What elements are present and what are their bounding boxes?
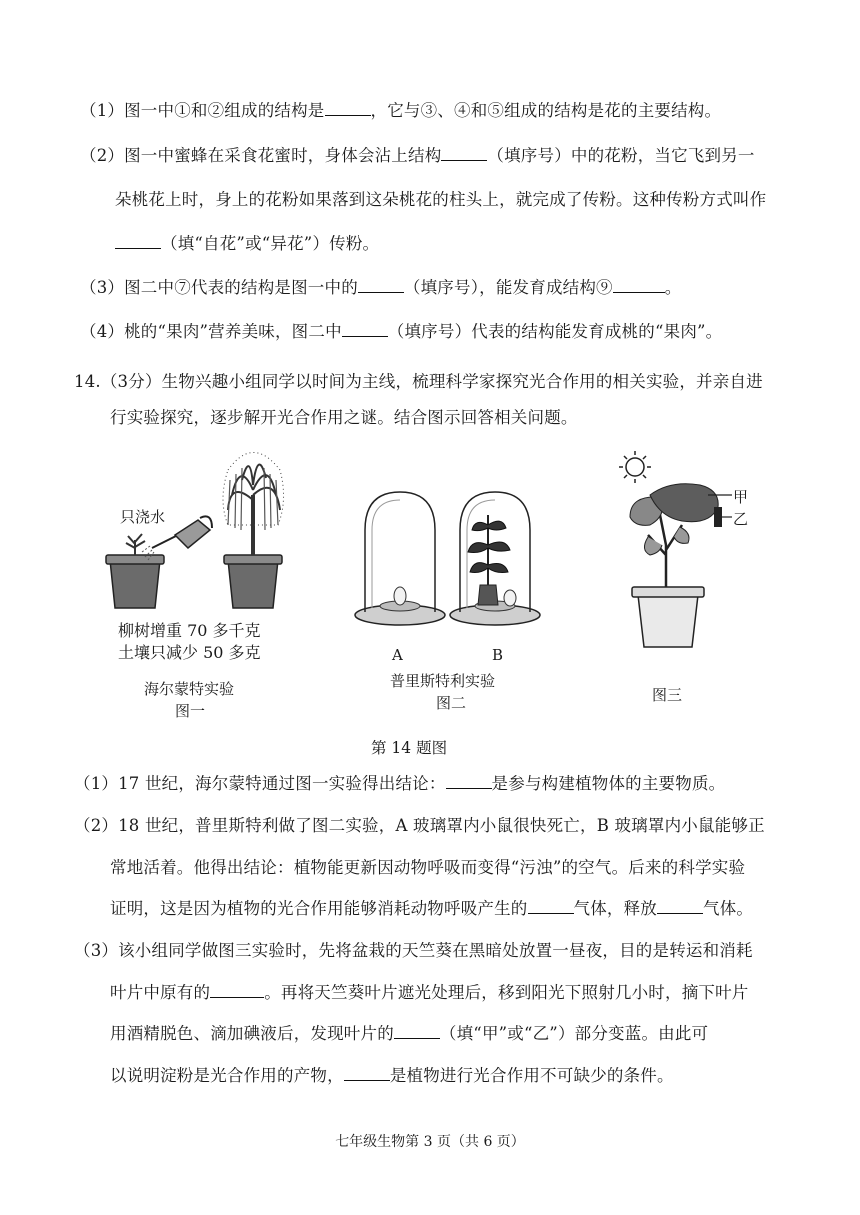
fig1-caption: 海尔蒙特实验	[144, 680, 235, 698]
q14-sub3-line2	[110, 982, 749, 1004]
q13-part4-text-a: （4）桃的“果肉”营养美味，图二中	[80, 322, 342, 341]
fig3-label-yi: 乙	[733, 510, 749, 528]
fig2-label-b: B	[492, 646, 504, 664]
answer-blank[interactable]	[394, 1024, 440, 1039]
q13-part2-text-c: 朵桃花上时，身上的花粉如果落到这朵桃花的柱头上，就完成了传粉。这种传粉方式叫作	[115, 190, 767, 209]
q13-part2-text-d: （填“自花”或“异花”）传粉。	[161, 234, 380, 253]
fig1-note-1: 柳树增重 70 多千克	[118, 621, 261, 640]
q14-sub2-line3	[110, 898, 753, 920]
figure-2-illustration	[350, 490, 540, 630]
q13-part3	[80, 277, 681, 299]
q14-sub3-line1	[74, 940, 753, 962]
answer-blank[interactable]	[613, 278, 665, 293]
q13-part2-line1	[80, 145, 755, 167]
q14-sub1-text-a: （1）17 世纪，海尔蒙特通过图一实验得出结论：	[74, 774, 446, 793]
answer-blank[interactable]	[528, 899, 574, 914]
q14-sub2-line1	[74, 815, 765, 837]
page-footer: 七年级生物第 3 页（共 6 页）	[335, 1134, 525, 1150]
q14-intro-line2	[110, 407, 578, 429]
answer-blank[interactable]	[342, 322, 388, 337]
answer-blank[interactable]	[441, 146, 487, 161]
q14-sub3-text-a: （3）该小组同学做图三实验时，先将盆栽的天竺葵在黑暗处放置一昼夜，目的是转运和消耗	[74, 941, 753, 960]
fig3-caption: 图三	[652, 686, 683, 704]
answer-blank[interactable]	[115, 234, 161, 249]
fig2-label-a: A	[392, 646, 403, 664]
fig1-water-label: 只浇水	[120, 508, 166, 526]
q14-sub3-text-c2: （填“甲”或“乙”）部分变蓝。由此可	[439, 1024, 709, 1043]
figure-3-illustration	[590, 455, 750, 655]
q13-part3-text-c: 。	[664, 278, 682, 297]
q13-part4-text-b: （填序号）代表的结构能发育成桃的“果肉”。	[387, 322, 723, 341]
q14-sub2-text-a: （2）18 世纪，普里斯特利做了图二实验，A 玻璃罩内小鼠很快死亡，B 玻璃罩内小鼠能够正	[74, 816, 765, 835]
answer-blank[interactable]	[446, 774, 492, 789]
q13-part1-text-a: （1）图一中①和②组成的结构是	[80, 101, 325, 120]
q14-sub2-line2	[110, 857, 745, 879]
fig3-label-jia: 甲	[733, 488, 749, 506]
q13-part2-line2	[115, 189, 766, 211]
q14-intro-line1	[74, 371, 763, 393]
answer-blank[interactable]	[344, 1066, 390, 1081]
q14-intro-text-1: 14.（3分）生物兴趣小组同学以时间为主线，梳理科学家探究光合作用的相关实验，并亲自进	[74, 372, 763, 391]
q13-part1-text-b: ，它与③、④和⑤组成的结构是花的主要结构。	[370, 101, 722, 120]
q14-sub3-text-c1: 用酒精脱色、滴加碘液后，发现叶片的	[110, 1024, 394, 1043]
q13-part4	[80, 321, 722, 343]
q14-sub3-text-d2: 是植物进行光合作用不可缺少的条件。	[389, 1066, 674, 1085]
q14-sub2-text-c2: 气体，释放	[573, 899, 657, 918]
q13-part2-text-a: （2）图一中蜜蜂在采食花蜜时，身体会沾上结构	[80, 146, 442, 165]
q14-sub2-text-b: 常地活着。他得出结论：植物能更新因动物呼吸而变得“污浊”的空气。后来的科学实验	[110, 858, 746, 877]
q13-part2-line3	[115, 233, 379, 255]
q13-part3-text-a: （3）图二中⑦代表的结构是图一中的	[80, 278, 358, 297]
q14-sub3-text-d1: 以说明淀粉是光合作用的产物，	[110, 1066, 344, 1085]
q13-part2-text-b: （填序号）中的花粉，当它飞到另一	[487, 146, 755, 165]
q14-sub1	[74, 773, 725, 795]
q14-sub2-text-c1: 证明，这是因为植物的光合作用能够消耗动物呼吸产生的	[110, 899, 528, 918]
q14-sub3-text-b1: 叶片中原有的	[110, 983, 211, 1002]
fig2-number: 图二	[436, 694, 467, 712]
figure-title: 第 14 题图	[371, 739, 448, 757]
q14-sub3-line4	[110, 1065, 674, 1087]
answer-blank[interactable]	[325, 101, 371, 116]
answer-blank[interactable]	[657, 899, 703, 914]
q14-sub1-text-b: 是参与构建植物体的主要物质。	[491, 774, 726, 793]
q14-intro-text-2: 行实验探究，逐步解开光合作用之谜。结合图示回答相关问题。	[110, 408, 578, 427]
q14-sub3-line3	[110, 1023, 708, 1045]
figure-1-illustration	[100, 440, 300, 615]
answer-blank[interactable]	[358, 278, 404, 293]
fig1-number: 图一	[175, 702, 206, 720]
fig1-note-2: 土壤只减少 50 多克	[118, 643, 261, 662]
answer-blank[interactable]	[210, 983, 264, 998]
fig2-caption: 普里斯特利实验	[390, 672, 496, 690]
q13-part3-text-b: （填序号），能发育成结构⑨	[403, 278, 613, 297]
q13-part1	[80, 100, 721, 122]
q14-sub2-text-c3: 气体。	[703, 899, 754, 918]
q14-sub3-text-b2: 。再将天竺葵叶片遮光处理后，移到阳光下照射几小时，摘下叶片	[264, 983, 749, 1002]
